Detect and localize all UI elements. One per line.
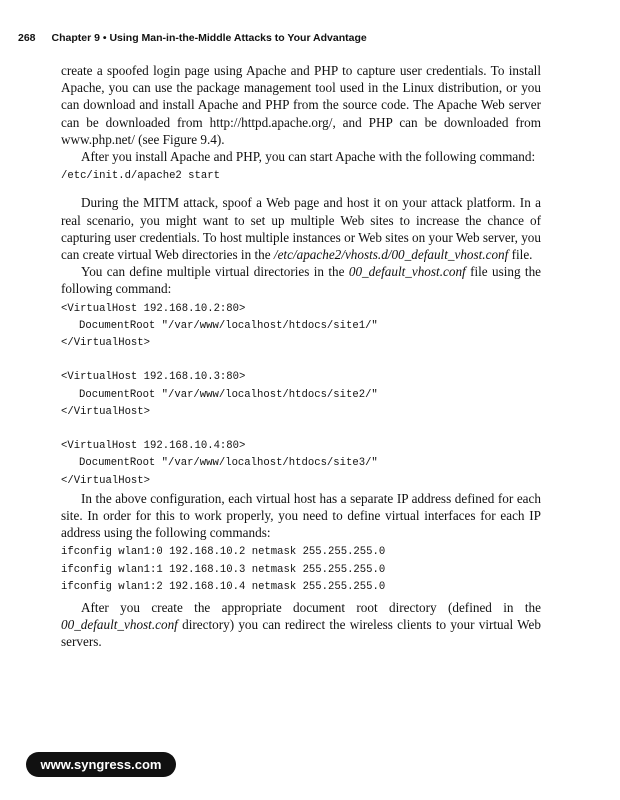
running-header (18, 32, 367, 44)
code-line: DocumentRoot "/var/www/localhost/htdocs/site1/" (79, 319, 378, 332)
paragraph-define-end: file using the following command: (61, 264, 542, 297)
paragraph-mitm-text: During the MITM attack, spoof a Web page and host it on your attack platform. In a real scenario, you might want to set up multiple Web sites to increase the chance of capturing user credentials. To host multiple instances or Web sites on your Web server, you can create virtual Web directories in the (61, 195, 541, 263)
code-line: DocumentRoot "/var/www/localhost/htdocs/site3/" (79, 457, 378, 470)
page-body (61, 62, 541, 651)
paragraph-apache-install: create a spoofed login page using Apache and PHP to capture user credentials. To install Apache, you can use the package management tool used in the Linux distribution, or you can download and install Apache and PHP from the source code. The Apache Web server can be downloaded from http://httpd.apache.org/, and PHP can be downloaded from www.php.net/ (see Figure 9.4). (61, 63, 541, 147)
vhost-conf-file: 00_default_vhost.conf (348, 264, 466, 280)
code-line: ifconfig wlan1:2 192.168.10.4 netmask 255.255.255.0 (61, 580, 386, 593)
code-line: </VirtualHost> (61, 474, 151, 487)
paragraph-virtual-interfaces: In the above configuration, each virtual host has a separate IP address defined for each site. In order for this to work properly, you need to define virtual interfaces for each IP address using the following commands: (61, 490, 541, 541)
code-vhosts (61, 301, 541, 490)
paragraph-mitm-end: file. (511, 247, 533, 263)
paragraph-redirect-start: After you create the appropriate document root directory (defined in the (81, 600, 541, 616)
footer-site-badge: www.syngress.com (26, 752, 176, 777)
vhost-conf-file-2: 00_default_vhost.conf (61, 617, 178, 633)
code-line: ifconfig wlan1:0 192.168.10.2 netmask 255.255.255.0 (61, 546, 386, 559)
paragraph-redirect-clients (61, 599, 541, 651)
vhost-conf-path: /etc/apache2/vhosts.d/00_default_vhost.conf (273, 247, 509, 263)
code-line: ifconfig wlan1:1 192.168.10.3 netmask 255.255.255.0 (61, 563, 386, 576)
code-line: <VirtualHost 192.168.10.2:80> (61, 302, 246, 315)
code-line: </VirtualHost> (61, 337, 151, 350)
paragraph-mitm-spoof (61, 194, 541, 263)
code-line: <VirtualHost 192.168.10.3:80> (61, 371, 246, 384)
code-start-apache: /etc/init.d/apache2 start (61, 170, 220, 183)
paragraph-start-apache: After you install Apache and PHP, you can start Apache with the following command: (81, 149, 536, 165)
chapter-title: Chapter 9 • Using Man-in-the-Middle Attacks to Your Advantage (51, 32, 367, 44)
paragraph-define-vhosts (61, 263, 541, 297)
page-number: 268 (18, 32, 36, 44)
code-line: DocumentRoot "/var/www/localhost/htdocs/site2/" (79, 388, 378, 401)
paragraph-define-start: You can define multiple virtual directories in the (81, 264, 345, 280)
code-ifconfig (61, 544, 541, 596)
code-line: <VirtualHost 192.168.10.4:80> (61, 440, 246, 453)
paragraph-redirect-end: directory) you can redirect the wireless clients to your virtual Web servers. (61, 617, 542, 650)
code-line: </VirtualHost> (61, 405, 151, 418)
